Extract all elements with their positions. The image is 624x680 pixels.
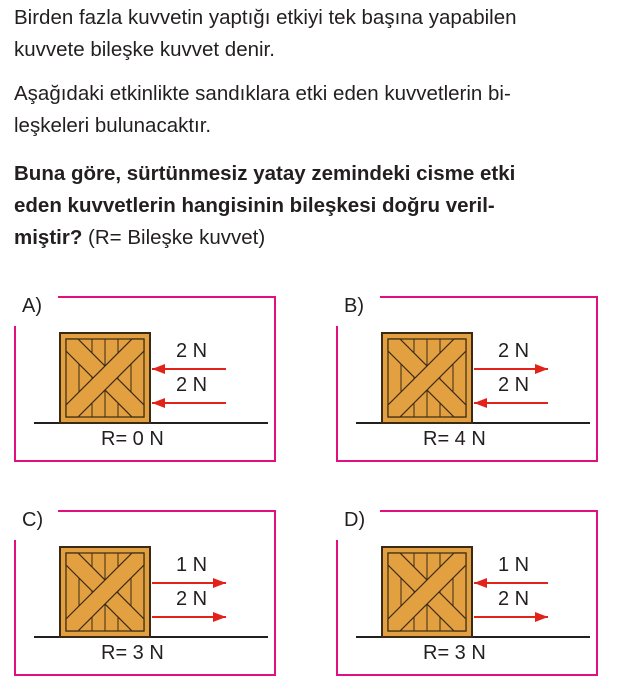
crate <box>60 547 150 637</box>
force-arrow-1 <box>474 364 548 374</box>
option-letter: A) <box>22 295 42 317</box>
question-line-1: Buna göre, sürtünmesiz yatay zemindeki cisme etki <box>14 162 516 185</box>
force-label-2: 2 N <box>498 588 530 610</box>
option-letter: D) <box>344 509 366 531</box>
question-text <box>14 158 614 254</box>
resultant-label: R= 3 N <box>101 642 164 664</box>
force-label-2: 2 N <box>176 374 208 396</box>
option-b-panel[interactable] <box>336 296 596 461</box>
force-label-2: 2 N <box>176 588 208 610</box>
option-letter: B) <box>344 295 364 317</box>
crate <box>382 333 472 423</box>
force-arrow-2 <box>474 398 548 408</box>
question-line-3-note: (R= Bileşke kuvvet) <box>82 226 266 249</box>
force-arrow-1 <box>152 578 226 588</box>
crate <box>60 333 150 423</box>
force-label-1: 1 N <box>498 554 530 576</box>
crate <box>382 547 472 637</box>
option-letter: C) <box>22 509 44 531</box>
option-c-panel[interactable] <box>14 510 274 675</box>
activity-line-1: Aşağıdaki etkinlikte sandıklara etki eden kuvvetlerin bi- <box>14 82 511 105</box>
intro-line-1: Birden fazla kuvvetin yaptığı etkiyi tek başına yapabilen <box>14 6 517 29</box>
force-arrow-2 <box>474 612 548 622</box>
resultant-label: R= 4 N <box>423 428 486 450</box>
intro-text <box>14 2 614 66</box>
resultant-label: R= 0 N <box>101 428 164 450</box>
option-d-panel[interactable] <box>336 510 596 675</box>
force-arrow-1 <box>474 578 548 588</box>
force-label-1: 2 N <box>498 340 530 362</box>
force-arrow-1 <box>152 364 226 374</box>
force-arrow-2 <box>152 398 226 408</box>
resultant-label: R= 3 N <box>423 642 486 664</box>
force-label-1: 1 N <box>176 554 208 576</box>
force-label-2: 2 N <box>498 374 530 396</box>
force-arrow-2 <box>152 612 226 622</box>
intro-line-2: kuvvete bileşke kuvvet denir. <box>14 38 275 61</box>
force-label-1: 2 N <box>176 340 208 362</box>
option-a-panel[interactable] <box>14 296 274 461</box>
question-line-2: eden kuvvetlerin hangisinin bileşkesi doğru veril- <box>14 194 495 217</box>
activity-line-2: leşkeleri bulunacaktır. <box>14 114 212 137</box>
question-line-3-bold: miştir? <box>14 226 83 249</box>
activity-text <box>14 78 614 142</box>
